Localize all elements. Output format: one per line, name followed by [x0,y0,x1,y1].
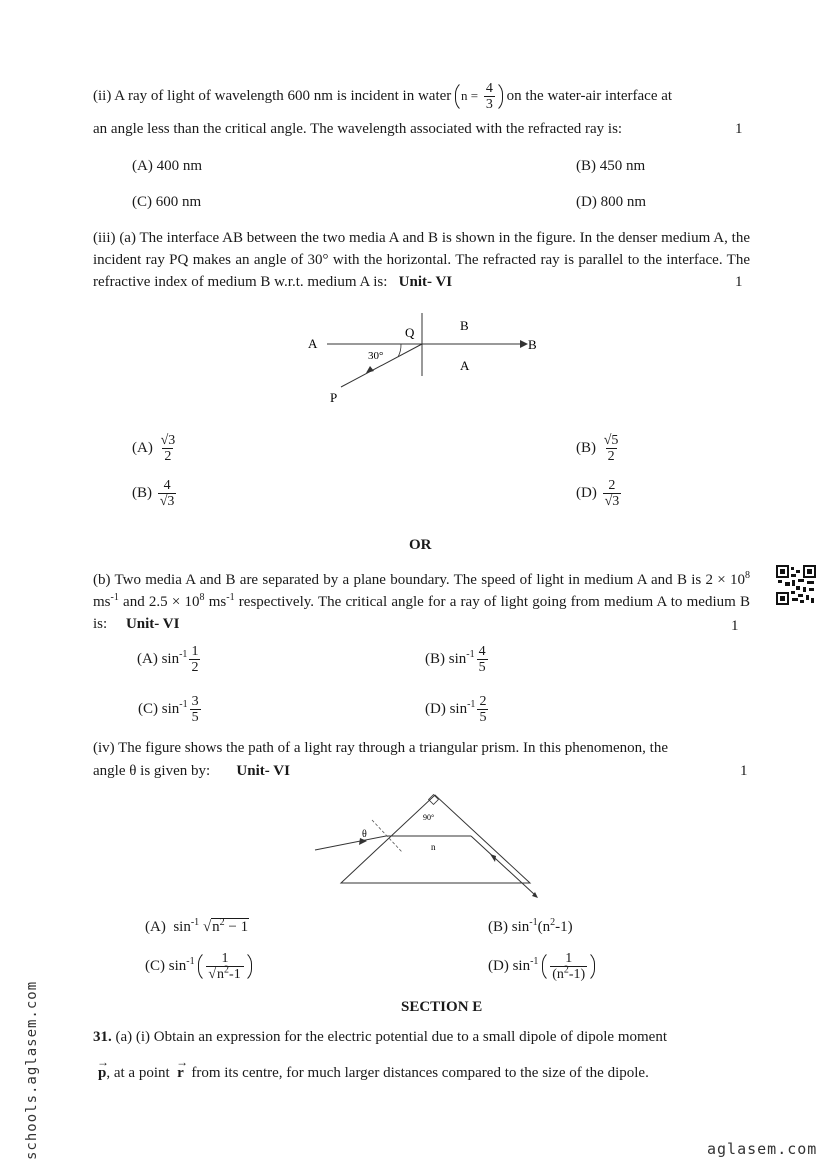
q-iv-option-c: (C) $\sin^{-1}$ $\frac{1}{√n^2-1}$ [145,950,252,983]
side-watermark: schools.aglasem.com [24,980,40,1160]
label-A-left: A [308,336,318,351]
q-iii-b-option-a: (A) $\sin^{-1}$ $\frac{1}{2}$ [137,644,199,675]
interface-figure [300,308,550,408]
p-vector: → p [97,1055,109,1081]
q-iii-b-marks: 1 [731,618,739,634]
label-theta: θ [362,829,367,840]
q-iii-a-option-d: (D) $\frac{2}{√3}$ [576,478,620,509]
q-iv-marks: 1 [740,763,748,779]
label-angle-30: 30° [368,350,384,362]
q-iii-a-marks: 1 [735,274,743,290]
label-P: P [330,390,338,405]
qr-code-icon [776,565,816,605]
internal-arrowhead [490,854,496,862]
q-iii-b-option-d: (D) $\sin^{-1}$ $\frac{2}{5}$ [425,694,487,725]
q-iv-option-a: (A) $\sin^{-1} √n^2 - 1$ [145,917,249,935]
or-divider: OR [409,537,432,553]
incident-ray [315,836,386,850]
q-ii-line1: (ii) A ray of light of wavelength 600 nm is incident in water n = $\frac{4}{3}$ on the water-air interface at [93,81,673,112]
q-iv-option-b: (B) $\sin^{-1}(n^2-1)$ [488,917,573,935]
footer-watermark: aglasem.com [707,1140,818,1158]
q-iii-a-option-b: (B) $\frac{√5}{2}$ [576,433,619,464]
label-A-medium: A [460,358,470,373]
q-iii-a-option-c: (B) $\frac{4}{√3}$ [132,478,175,509]
interface-arrowhead [520,340,528,348]
label-B-right: B [528,337,537,352]
prism-figure [310,790,550,902]
q-ii-option-a: (A) 400 nm [132,158,202,174]
q-ii-marks: 1 [735,121,743,137]
refractive-index-expression: n = $\frac{4}{3}$ [455,80,503,113]
r-vector: → r [176,1055,189,1081]
q-ii-line2: an angle less than the critical angle. The wavelength associated with the refracted ray is: [93,121,623,137]
label-Q: Q [405,325,415,340]
q-ii-option-c: (C) 600 nm [132,194,202,210]
q-iii-b-text: (b) Two media A and B are separated by a plane boundary. The speed of light in medium A and B is $2 \times 10^8$ $ms^{-1}$ and $2.5 \times 10^8$ $ms^{-1}$ respectively. The critical angle for a ray of light going from medium A to medium B is: Unit- VI [93,570,750,632]
q-iv-line2: angle θ is given by: Unit- VI [93,763,290,779]
q-iv-option-d: (D) $\sin^{-1}$ $\frac{1}{(n^2-1)}$ [488,950,595,983]
q-ii-option-b: (B) 450 nm [576,158,646,174]
q-iii-a-option-a: (A) $\frac{√3}{2}$ [132,433,176,464]
q-iii-a-text: (iii) (a) The interface AB between the two media A and B is shown in the figure. In the denser medium A, the incident ray PQ makes an angle of 30° with the horizontal. The refracted ray is parallel to the interface. The refractive index of medium B w.r.t. medium A is: Unit- VI [93,230,750,290]
q-iii-b-option-b: (B) $\sin^{-1}$ $\frac{4}{5}$ [425,644,486,675]
emergent-ray [471,836,535,895]
ray-arrowhead [366,366,374,373]
section-e-heading: SECTION E [401,999,483,1015]
label-apex-90: 90° [423,813,435,822]
label-n: n [431,842,436,852]
q31-line1: 31. (a) (i) Obtain an expression for the electric potential due to a small dipole of dipole moment [93,1029,667,1045]
q31-line2: → p, at a point → r from its centre, for much larger distances compared to the size of the dipole. [98,1062,649,1084]
q-ii-option-d: (D) 800 nm [576,194,646,210]
q-iii-b-option-c: (C) $\sin^{-1}$ $\frac{3}{5}$ [138,694,199,725]
q-iv-line1: (iv) The figure shows the path of a light ray through a triangular prism. In this phenomenon, the [93,740,669,756]
label-B-medium: B [460,318,469,333]
